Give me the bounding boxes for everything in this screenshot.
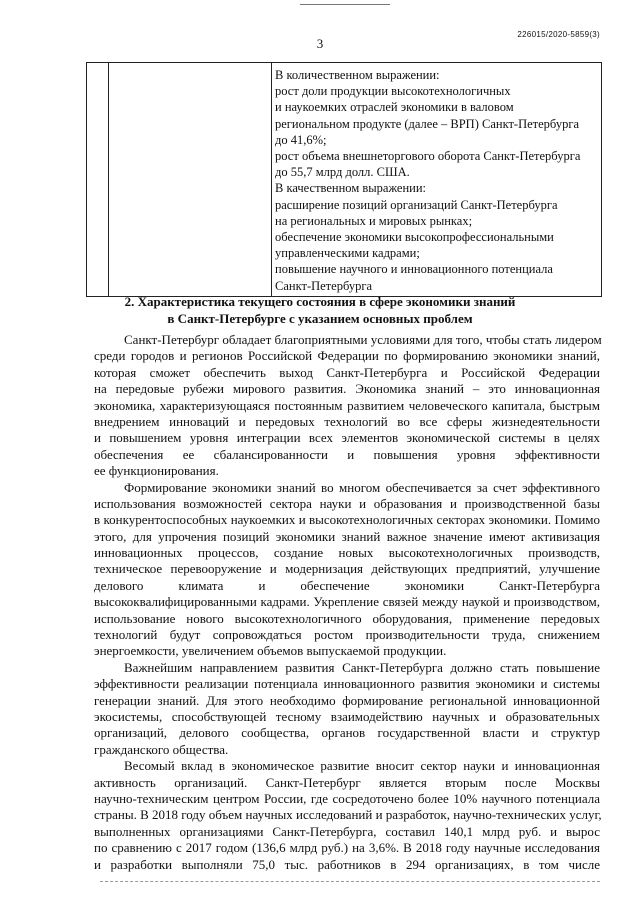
text-line: обеспечения ее сбалансированности и повышения уровня эффективности (94, 446, 600, 462)
table-cell-line: управленческими кадрами; (275, 246, 420, 261)
page-number: 3 (316, 36, 324, 51)
text-line: инновационных процессов, создание новых высокотехнологичных производств, (94, 545, 600, 561)
text-line: экосистемы, способствующей тесному взаимодействию научных и образовательных (94, 708, 600, 724)
table-cell-line: до 55,7 млрд долл. США. (275, 165, 410, 180)
table-cell-line: до 41,6%; (275, 132, 327, 147)
text-line: выполненных организациями Санкт-Петербурга, составил 140,1 млрд руб. и вырос (94, 823, 600, 839)
text-line: которая сможет обеспечить выход Санкт-Петербурга и Российской Федерации (94, 364, 600, 380)
text-line: эффективности реализации потенциала инновационного развития экономики и системы (94, 676, 600, 692)
text-line: Важнейшим направлением развития Санкт-Петербурга должно стать повышение (124, 659, 600, 675)
table-cell-number (87, 63, 109, 297)
text-line: этого, для упрочения позиций экономики знаний важное значение имеют активизация (94, 528, 600, 544)
table-cell-results (272, 63, 602, 297)
table-cell-label (109, 63, 272, 297)
body-text (94, 332, 600, 873)
table-cell-line: и наукоемких отраслей экономики в валовом (275, 100, 514, 115)
indicators-table (86, 62, 602, 297)
text-line: техническое перевооружение и модернизация действующих предприятий, улучшение (94, 561, 600, 577)
text-line: использования возможностей сектора науки и образования и производственной базы (94, 495, 600, 511)
text-line: Санкт-Петербург обладает благоприятными условиями для того, чтобы стать лидером (124, 332, 602, 347)
scan-top-mark (300, 4, 390, 5)
text-line: среди городов и регионов Российской Федерации по формированию экономики знаний, (94, 348, 600, 364)
table-cell-line: расширение позиций организаций Санкт-Петербурга (275, 197, 558, 212)
text-line: организаций, делового сообщества, органов государственной власти и структур (94, 725, 600, 741)
results-text (275, 67, 595, 294)
table-cell-line: обеспечение экономики высокопрофессиональными (275, 230, 554, 245)
table-cell-line: на региональных и мировых рынках; (275, 213, 473, 228)
table-row (87, 63, 602, 297)
text-line: гражданского общества. (94, 741, 229, 757)
text-line: в конкурентоспособных наукоемких и высокотехнологичных секторах экономики. Помимо (94, 512, 600, 528)
text-line: технологий будут сопровождаться ростом производительности труда, снижением (94, 627, 600, 643)
section-heading-line1: 2. Характеристика текущего состояния в сфере экономики знаний (124, 294, 516, 309)
table-cell-line: В количественном выражении: (275, 68, 440, 82)
text-line: страны. В 2018 году объем научных исследований и разработок, научно-технических услуг, (94, 807, 602, 823)
text-line: энергоемкости, увеличением объемов выпускаемой продукции. (94, 643, 447, 659)
text-line: использование нового высокотехнологичного оборудования, применение передовых (94, 610, 600, 626)
section-heading (0, 293, 640, 327)
text-line: и повышением уровня интеграции всех элементов экономической системы в целях (94, 430, 600, 446)
scan-bottom-mark (100, 881, 600, 882)
table-cell-line: рост объема внешнеторгового оборота Санкт-Петербурга (275, 149, 581, 164)
section-heading-line2: в Санкт-Петербурге с указанием основных проблем (167, 311, 473, 326)
text-line: на передовые рубежи мирового развития. Экономика знаний – это инновационная (94, 381, 600, 397)
text-line: активность организаций. Санкт-Петербург является вторым после Москвы (94, 774, 600, 790)
text-line: делового климата и обеспечение экономики Санкт-Петербурга (94, 577, 600, 593)
table-cell-line: региональном продукте (далее – ВРП) Санкт-Петербурга (275, 116, 579, 131)
table-cell-line: В качественном выражении: (275, 181, 427, 196)
table-cell-line: Санкт-Петербурга (275, 278, 373, 293)
text-line: экономика, характеризующаяся постоянным развитием человеческого капитала, быстрым (94, 397, 600, 413)
table-cell-line: рост доли продукции высокотехнологичных (275, 84, 511, 99)
text-line: высококвалифицированными кадрами. Укрепление связей между наукой и производством, (94, 594, 600, 610)
text-line: внедрением инноваций и передовых технологий во все сферы жизнедеятельности (94, 413, 600, 429)
table-cell-line: повышение научного и инновационного потенциала (275, 262, 553, 277)
text-line: ее функционирования. (94, 463, 219, 479)
text-line: Формирование экономики знаний во многом обеспечивается за счет эффективного (124, 479, 600, 495)
document-id: 226015/2020-5859(3) (517, 30, 600, 39)
text-line: и разработки выполняли 75,0 тыс. работников в 294 организациях, в том числе (94, 856, 600, 872)
text-line: по сравнению с 2017 годом (136,6 млрд руб.) на 3,6%. В 2018 году научные исследования (94, 840, 600, 856)
text-line: Весомый вклад в экономическое развитие вносит сектор науки и инновационная (124, 758, 600, 774)
text-line: генерации знаний. Для этого необходимо формирование региональной инновационной (94, 692, 600, 708)
text-line: научно-техническим центром России, где сосредоточено более 10% научного потенциала (94, 790, 600, 806)
